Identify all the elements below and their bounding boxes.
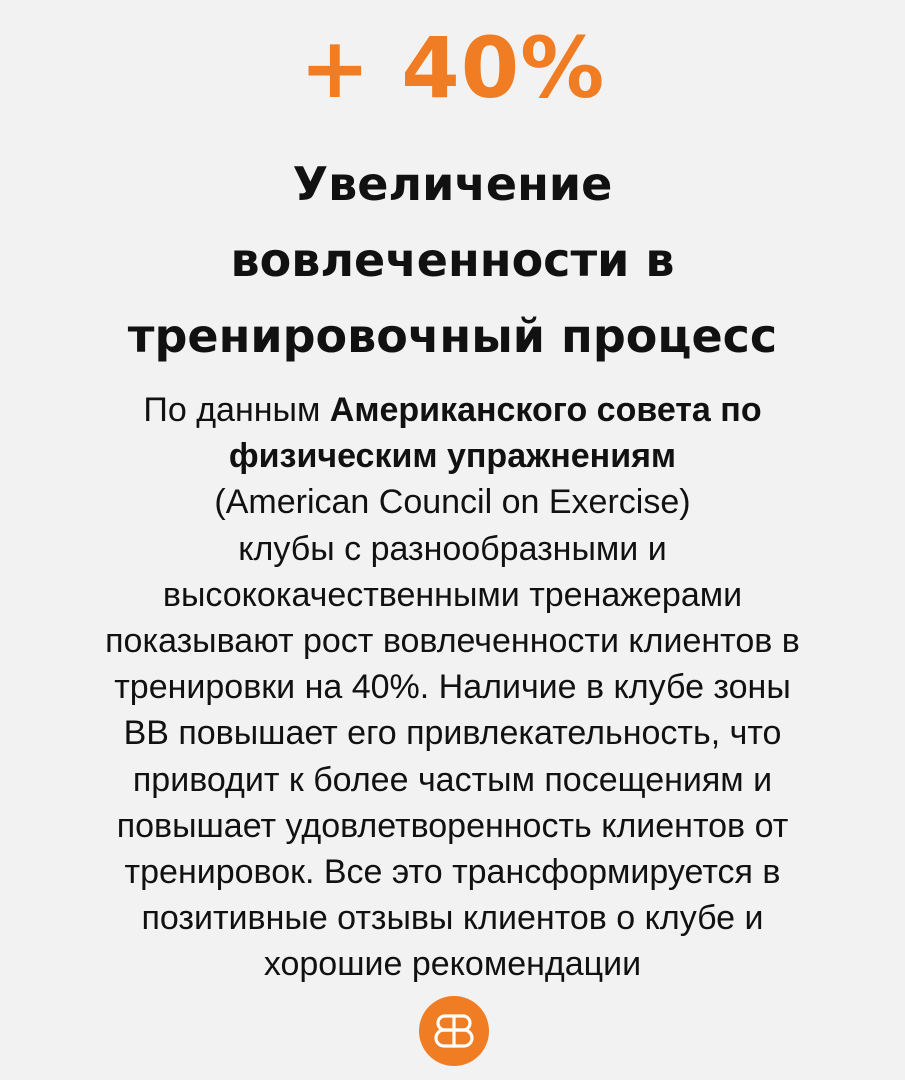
body-line: повышает удовлетворенность клиентов от — [116, 806, 789, 845]
body-line: хорошие рекомендации — [263, 945, 642, 984]
body-line: клубы с разнообразными и — [238, 529, 667, 568]
bb-logo-icon-graphic — [419, 996, 489, 1066]
headline-line: Увеличение — [292, 157, 613, 211]
headline — [0, 146, 905, 374]
body-text — [20, 387, 885, 988]
body-line — [20, 433, 885, 479]
body-text-plain: По данным — [143, 391, 330, 429]
bb-logo-icon — [419, 996, 489, 1066]
body-line: (American Council on Exercise) — [214, 483, 691, 522]
body-line: тренировки на 40%. Наличие в клубе зоны — [114, 668, 791, 707]
stat-value: + 40% — [299, 19, 606, 117]
body-line: тренировок. Все это трансформируется в — [124, 853, 781, 892]
body-line: высококачественными тренажерами — [162, 575, 743, 614]
source-name: Американского совета по — [329, 391, 762, 429]
source-name: физическим упражнениям — [228, 437, 677, 476]
body-line: показывают рост вовлеченности клиентов в — [105, 622, 800, 661]
headline-line: вовлеченности в — [230, 233, 675, 287]
body-line — [20, 387, 885, 433]
body-line: приводит к более частым посещениям и — [132, 760, 773, 799]
body-line: позитивные отзывы клиентов о клубе и — [141, 899, 764, 938]
body-line: ВВ повышает его привлекательность, что — [123, 714, 782, 753]
headline-line: тренировочный процесс — [127, 309, 778, 363]
